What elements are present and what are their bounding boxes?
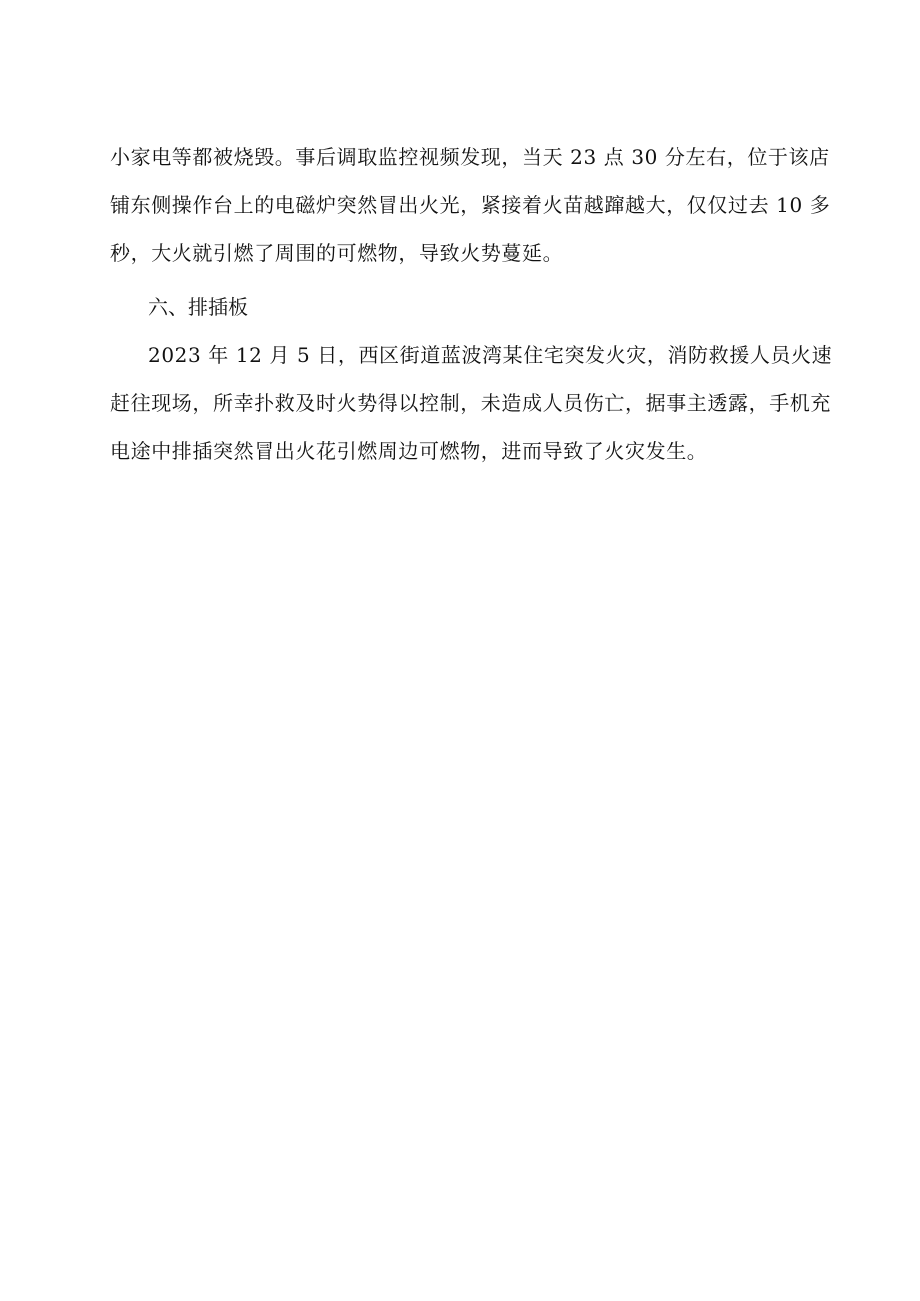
paragraph-2-line-1: 2023 年 12 月 5 日，西区街道蓝波湾某住宅突发火灾，消防救援人员火速 [148, 343, 833, 367]
section-heading: 六、排插板 [148, 295, 248, 319]
paragraph-2-line-2: 赶往现场，所幸扑救及时火势得以控制，未造成人员伤亡，据事主透露，手机充 [110, 391, 831, 415]
paragraph-1-line-3: 秒，大火就引燃了周围的可燃物，导致火势蔓延。 [110, 241, 564, 265]
paragraph-2-line-3: 电途中排插突然冒出火花引燃周边可燃物，进而导致了火灾发生。 [110, 439, 708, 463]
paragraph-1-line-1: 小家电等都被烧毁。事后调取监控视频发现，当天 23 点 30 分左右，位于该店 [110, 145, 830, 169]
paragraph-1-line-2: 铺东侧操作台上的电磁炉突然冒出火光，紧接着火苗越蹿越大，仅仅过去 10 多 [110, 193, 831, 217]
